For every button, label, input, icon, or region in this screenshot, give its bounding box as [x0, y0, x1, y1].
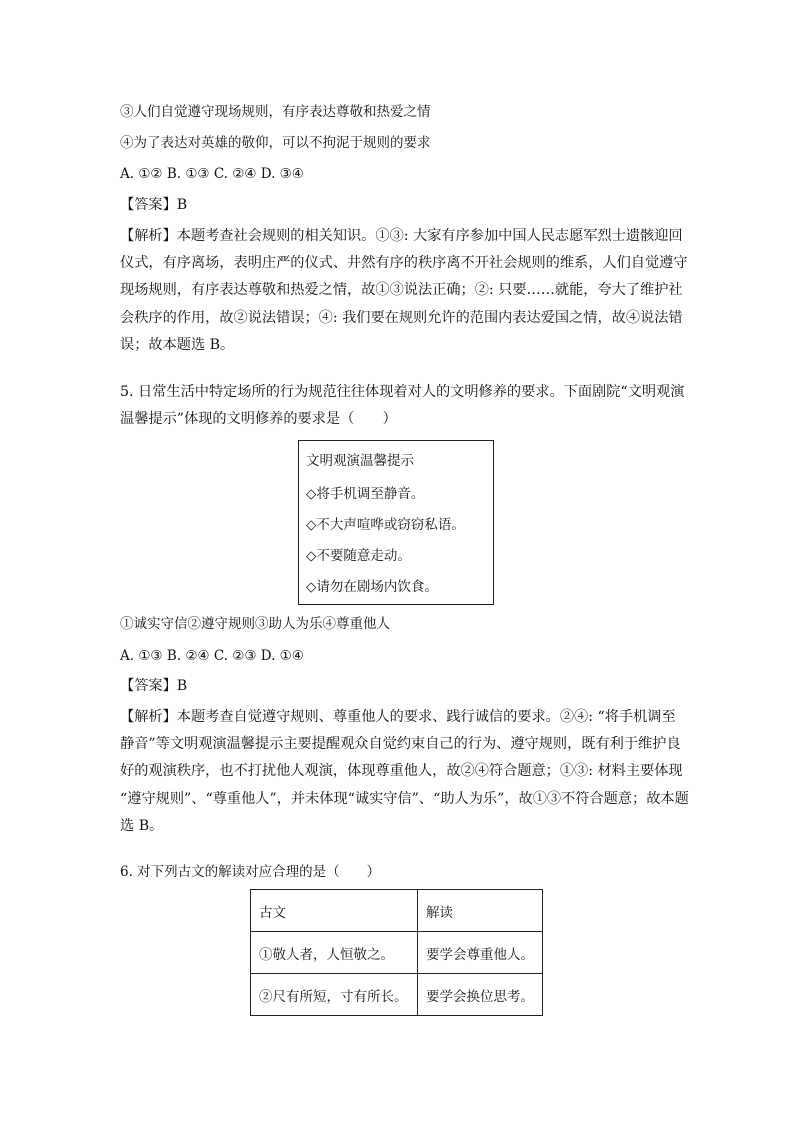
q4-choices: A. ①② B. ①③ C. ②④ D. ③④: [120, 166, 304, 182]
q4-analysis-line: 现场规则，有序表达尊敬和热爱之情，故①③说法正确；②: 只要……就能，夸大了维护社: [120, 282, 683, 299]
guwen-table: [250, 889, 543, 1016]
q5-options: ①诚实守信②遵守规则③助人为乐④尊重他人: [120, 616, 390, 632]
notice-item: ◇不要随意走动。: [306, 548, 411, 564]
q4-option-3: ③人们自觉遵守现场规则，有序表达尊敬和热爱之情: [120, 104, 431, 120]
table-row: [251, 932, 543, 974]
q5-stem-line: 温馨提示”体现的文明修养的要求是（ ）: [120, 411, 397, 428]
table-header-row: [251, 890, 543, 932]
table-cell: 要学会换位思考。: [418, 974, 543, 1016]
q4-analysis: [120, 223, 688, 359]
notice-item: ◇请勿在剧场内饮食。: [306, 579, 438, 595]
notice-item: ◇将手机调至静音。: [306, 486, 425, 502]
table-header: 古文: [251, 890, 418, 932]
notice-item: ◇不大声喧哗或窃窃私语。: [306, 517, 465, 533]
q4-analysis-line: 仪式，有序离场，表明庄严的仪式、井然有序的秩序离不开社会规则的维系，人们自觉遵守: [120, 255, 688, 272]
table-cell: ②尺有所短，寸有所长。: [251, 974, 418, 1016]
q4-analysis-line: 误；故本题选 B。: [120, 336, 235, 353]
q4-answer: 【答案】B: [120, 197, 188, 213]
q5-analysis-line: 选 B。: [120, 817, 164, 834]
notice-title: 文明观演温馨提示: [306, 453, 414, 469]
table-row: [251, 974, 543, 1016]
q4-analysis-line: 【解析】本题考查社会规则的相关知识。①③: 大家有序参加中国人民志愿军烈士遗骸迎回: [120, 228, 683, 244]
table-cell: 要学会尊重他人。: [418, 932, 543, 974]
q5-analysis-line: 【解析】本题考查自觉遵守规则、尊重他人的要求、践行诚信的要求。②④: “将手机调至: [120, 709, 676, 725]
q5-analysis-line: 静音”等文明观演温馨提示主要提醒观众自觉约束自己的行为、遵守规则，既有利于维护良: [120, 736, 681, 753]
table-cell: ①敬人者，人恒敬之。: [251, 932, 418, 974]
q5-choices: A. ①③ B. ②④ C. ②③ D. ①④: [120, 648, 304, 664]
notice-box: [298, 440, 494, 605]
q5-answer: 【答案】B: [120, 678, 188, 694]
q5-analysis: [120, 704, 689, 840]
q4-option-4: ④为了表达对英雄的敬仰，可以不拘泥于规则的要求: [120, 135, 431, 151]
q5-analysis-line: 好的观演秩序，也不打扰他人观演，体现尊重他人，故②④符合题意；①③: 材料主要体现: [120, 763, 683, 780]
q5-stem-line: 5. 日常生活中特定场所的行为规范往往体现着对人的文明修养的要求。下面剧院“文明观演: [120, 384, 685, 400]
q4-analysis-line: 会秩序的作用，故②说法错误；④: 我们要在规则允许的范围内表达爱国之情，故④说法错: [120, 309, 683, 326]
q5-stem: [120, 379, 685, 433]
table-header: 解读: [418, 890, 543, 932]
q6-stem: 6. 对下列古文的解读对应合理的是（ ）: [120, 864, 381, 880]
q5-analysis-line: “遵守规则”、“尊重他人”，并未体现“诚实守信”、“助人为乐”，故①③不符合题意；故本题: [120, 790, 689, 807]
